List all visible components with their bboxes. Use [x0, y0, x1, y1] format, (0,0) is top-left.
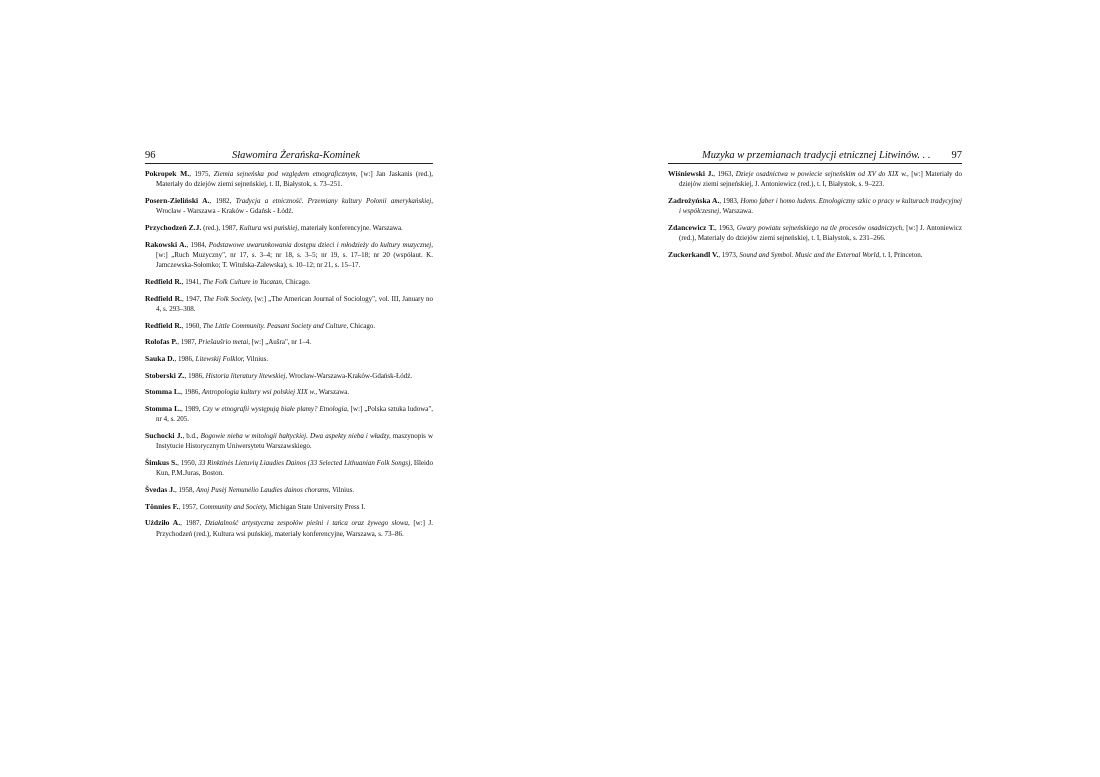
entry-author: Wiśniewski J.	[668, 169, 714, 178]
entry-title: Homo faber i homo ludens. Etnologiczny szkic o pracy w kulturach tradycyjnej i współczesnej,	[679, 196, 962, 216]
left-page	[145, 148, 433, 545]
entry-title: Działalność artystyczna zespołów pieśni i tańca oraz żywego słowa,	[204, 519, 410, 528]
entry-year: , 1963,	[714, 223, 737, 232]
entry-year: , 1984,	[186, 240, 209, 249]
entry-year: , b.d.,	[182, 432, 201, 441]
entry-details: [w:] J. Antoniewicz (red.), Materiały do dziejów ziemi sejneńskiej, t. I, Białystok, s. 231–266.	[679, 223, 963, 243]
entry-author: Przychodzeń Z.J.	[145, 222, 202, 232]
bibliography-entry	[145, 404, 433, 425]
entry-details: Wrocław - Warszawa - Kraków - Gdańsk - Łódź.	[156, 207, 294, 216]
entry-author: Sauka D.	[145, 353, 175, 363]
entry-details: [w:] Materiały do dziejów ziemi sejneńskiej, J. Antoniewicz (red.), t. I, Białystok, s. 9–223.	[679, 170, 962, 189]
bibliography-entry	[145, 196, 433, 217]
entry-title: Anoj Pusėj Nemunėlio Laudies dainos chorams,	[195, 486, 331, 494]
entry-year: , 1989,	[181, 405, 203, 414]
entry-title: Community and Society,	[199, 502, 268, 511]
entry-details: Chicago.	[283, 277, 311, 286]
entry-author: Redfield R.	[145, 293, 182, 303]
entry-title: The Folk Culture in Yucatan,	[202, 277, 284, 286]
bibliography-entry	[145, 458, 433, 479]
entry-year: , 1986,	[174, 354, 196, 363]
bibliography-entry	[668, 223, 962, 244]
entry-details: [w:] „Aušra", nr 1–4.	[249, 338, 312, 347]
bibliography-list	[145, 169, 433, 539]
entry-title: Kultura wsi puńskiej,	[239, 223, 300, 232]
entry-year: , 1987,	[177, 338, 199, 347]
bibliography-entry	[668, 250, 962, 260]
bibliography-entry	[145, 518, 433, 539]
entry-year: , 1975,	[189, 170, 214, 178]
bibliography-list	[668, 169, 962, 260]
entry-title: Litewskij Folklor,	[195, 354, 245, 363]
entry-details: [w:] „Ruch Muzyczny", nr 17, s. 3–4; nr 18, s. 3–5; nr 19, s. 17–18; nr 20 (współaut. K. Jamczewska-Sołomko; T. Witulska-Zalewska), s. 10–12; nr 21, s. 15–17.	[156, 250, 433, 270]
page-number: 97	[951, 150, 962, 161]
entry-details: Vilnius.	[330, 486, 355, 494]
entry-details: Warszawa.	[721, 207, 753, 216]
entry-details: [w:] J. Przychodzeń (red.), Kultura wsi puńskiej, materiały konferencyjne, Warszawa, s. 73–86.	[156, 519, 434, 538]
entry-title: Tradycja a etniczność. Przemiany kultury Polonii amerykańskiej,	[235, 196, 434, 205]
entry-title: Priešaušrio metai,	[198, 338, 250, 347]
entry-author: Stomma L.	[145, 387, 181, 397]
bibliography-entry	[145, 431, 433, 452]
entry-year: , 1963,	[713, 170, 736, 178]
bibliography-entry	[145, 371, 433, 381]
page-number: 96	[145, 150, 156, 161]
entry-title: 33 Rinktinės Lietuvių Liaudies Dainos (33 Selected Lithuanian Folk Songs),	[198, 459, 413, 468]
entry-title: Ziemia sejneńska pod względem etnograficznym,	[213, 170, 358, 178]
entry-author: Zdancewicz T.	[668, 222, 715, 232]
bibliography-entry	[145, 387, 433, 397]
entry-year: , 1947,	[181, 294, 204, 303]
entry-author: Zuckerkandl V.	[668, 249, 719, 259]
entry-details: Michigan State University Press I.	[267, 502, 366, 511]
entry-author: Suchocki J.	[145, 431, 183, 441]
entry-details: Wrocław-Warszawa-Kraków-Gdańsk-Łódź.	[287, 371, 413, 380]
entry-details: Vilnius.	[244, 354, 269, 363]
running-head-title: Muzyka w przemianach tradycji etnicznej Litwinów. . .	[702, 150, 931, 161]
entry-year: , 1941,	[181, 277, 203, 286]
entry-year: , 1982,	[209, 196, 236, 205]
entry-author: Zadrożyńska A.	[668, 195, 720, 205]
running-head-title: Sławomira Żerańska-Kominek	[232, 150, 361, 161]
entry-author: Stomma L.	[145, 404, 182, 414]
bibliography-entry	[145, 277, 433, 287]
entry-details: t. I, Princeton.	[880, 250, 923, 259]
entry-year: , 1973,	[718, 250, 740, 259]
entry-author: Posern-Zieliński A.	[145, 195, 210, 205]
bibliography-entry	[145, 502, 433, 512]
entry-author: Redfield R.	[145, 276, 182, 286]
entry-author: Rakowski A.	[145, 239, 187, 249]
entry-details: maszynopis w Instytucie Historycznym Uniwersytetu Warszawskiego.	[156, 432, 434, 451]
entry-details: Warszawa.	[317, 388, 350, 397]
entry-year: , 1950,	[177, 459, 199, 468]
bibliography-entry	[145, 354, 433, 364]
entry-author: Rolofas P.	[145, 337, 178, 347]
entry-title: The Folk Society,	[203, 294, 253, 303]
entry-title: Historia literatury litewskiej,	[205, 371, 288, 380]
entry-year: , 1958,	[174, 486, 196, 494]
entry-title: Podstawowe uwarunkowania dostępu dzieci i młodzieży do kultury muzycznej,	[208, 240, 434, 249]
running-head	[145, 148, 433, 164]
entry-author: Redfield R.	[145, 320, 182, 330]
entry-year: , 1986,	[184, 371, 206, 380]
entry-details: Išleido Kun, P.M.Juras, Boston.	[156, 459, 433, 478]
entry-title: Sound and Symbol. Music and the External World,	[739, 250, 881, 259]
entry-title: Czy w etnografii występują białe plamy? Etnologia,	[202, 405, 349, 414]
entry-details: materiały konferencyjne. Warszawa.	[299, 223, 403, 232]
bibliography-entry	[145, 169, 433, 190]
bibliography-entry	[145, 223, 433, 233]
bibliography-entry	[668, 169, 962, 190]
entry-year: (red.), 1987,	[201, 223, 240, 232]
right-page	[668, 148, 962, 267]
bibliography-entry	[145, 337, 433, 347]
entry-details: [w:] Jan Jaskanis (red.), Materiały do dziejów ziemi sejneńskiej, t. II, Białystok, s. 73–251.	[156, 170, 433, 189]
entry-author: Šimkus S.	[145, 458, 178, 468]
entry-year: , 1983,	[719, 196, 741, 205]
entry-title: The Little Community. Peasant Society and Culture,	[202, 321, 349, 330]
entry-title: Dzieje osadnictwa w powiecie sejneńskim od XV do XIX w.,	[735, 170, 909, 178]
entry-year: , 1957,	[178, 502, 200, 511]
entry-title: Bogowie nieba w mitologii bałtyckiej. Dwa aspekty nieba i władzy,	[200, 432, 391, 441]
bibliography-entry	[145, 485, 433, 495]
entry-author: Pokropek M.	[145, 169, 190, 178]
entry-author: Švedas J.	[145, 485, 175, 494]
bibliography-entry	[145, 294, 433, 315]
entry-year: , 1960,	[181, 321, 203, 330]
entry-author: Uździło A.	[145, 518, 181, 528]
entry-year: , 1987,	[180, 519, 205, 528]
entry-author: Stoberski Z.	[145, 370, 185, 380]
entry-title: Gwary powiatu sejneńskiego na tle procesów osadniczych,	[736, 223, 904, 232]
entry-year: , 1986,	[180, 388, 202, 397]
entry-details: [w:] „The American Journal of Sociology", vol. III, January no 4, s. 293–308.	[156, 294, 434, 313]
bibliography-entry	[668, 196, 962, 217]
entry-title: Antropologia kultury wsi polskiej XIX w.,	[201, 388, 318, 397]
running-head	[668, 148, 962, 164]
bibliography-entry	[145, 240, 433, 271]
entry-details: Chicago.	[348, 321, 376, 330]
entry-details: [w:] „Polska sztuka ludowa", nr 4, s. 205.	[156, 405, 434, 424]
entry-author: Tönnies F.	[145, 501, 179, 511]
bibliography-entry	[145, 321, 433, 331]
